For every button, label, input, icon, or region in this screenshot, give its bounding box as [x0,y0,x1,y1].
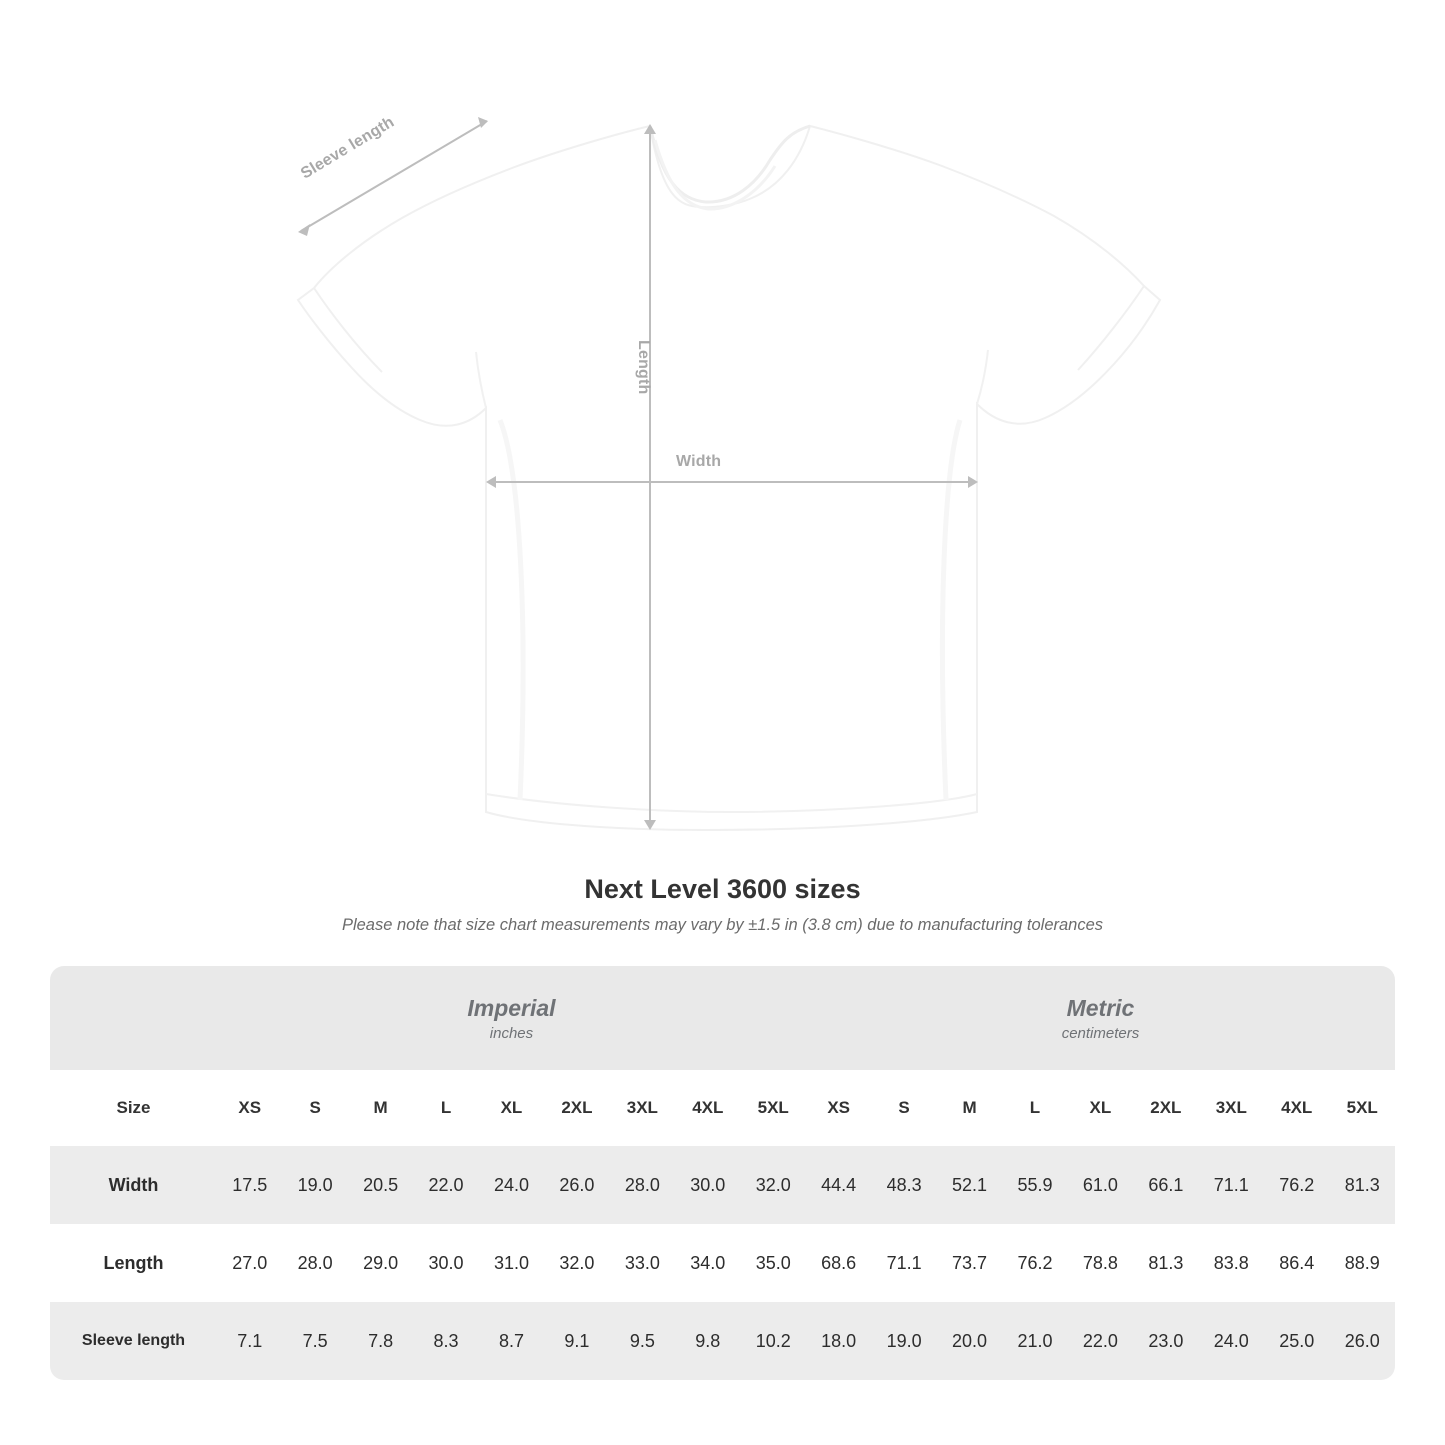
size-header-cell: Size [50,1070,217,1146]
cell-sleeve-imperial-3xl: 9.5 [610,1302,675,1380]
cell-length-metric-m: 73.7 [937,1224,1002,1302]
cell-sleeve-imperial-m: 7.8 [348,1302,413,1380]
cell-sleeve-imperial-xl: 8.7 [479,1302,544,1380]
cell-sleeve-metric-5xl: 26.0 [1329,1302,1395,1380]
cell-width-metric-l: 55.9 [1002,1146,1067,1224]
cell-width-metric-5xl: 81.3 [1329,1146,1395,1224]
header-metric-xl: XL [1068,1070,1133,1146]
cell-sleeve-imperial-xs: 7.1 [217,1302,282,1380]
cell-length-metric-2xl: 81.3 [1133,1224,1198,1302]
cell-width-imperial-m: 20.5 [348,1146,413,1224]
cell-sleeve-metric-s: 19.0 [871,1302,936,1380]
header-metric-l: L [1002,1070,1067,1146]
group-imperial-title: Imperial [467,994,556,1021]
table-row [50,1146,1395,1224]
header-metric-2xl: 2XL [1133,1070,1198,1146]
row-label-length: Length [50,1224,217,1302]
cell-sleeve-metric-3xl: 24.0 [1199,1302,1264,1380]
cell-sleeve-metric-l: 21.0 [1002,1302,1067,1380]
group-metric-unit: centimeters [1061,1025,1140,1043]
cell-length-imperial-xl: 31.0 [479,1224,544,1302]
cell-width-metric-xl: 61.0 [1068,1146,1133,1224]
group-imperial-unit: inches [489,1025,534,1043]
cell-width-metric-s: 48.3 [871,1146,936,1224]
header-metric-5xl: 5XL [1329,1070,1395,1146]
unit-system-row [50,966,1395,1070]
cell-length-metric-4xl: 86.4 [1264,1224,1329,1302]
cell-width-metric-4xl: 76.2 [1264,1146,1329,1224]
group-imperial [217,966,806,1070]
cell-sleeve-metric-xs: 18.0 [806,1302,871,1380]
tolerance-note: Please note that size chart measurements may vary by ±1.5 in (3.8 cm) due to manufacturing tolerances [341,916,1104,934]
row-label-sleeve-length: Sleeve length [50,1302,217,1380]
size-table [50,966,1395,1380]
header-metric-3xl: 3XL [1199,1070,1264,1146]
cell-sleeve-imperial-s: 7.5 [282,1302,347,1380]
cell-length-metric-5xl: 88.9 [1329,1224,1395,1302]
group-row-spacer [50,966,217,1070]
cell-length-imperial-l: 30.0 [413,1224,478,1302]
header-imperial-xl: XL [479,1070,544,1146]
cell-length-metric-s: 71.1 [871,1224,936,1302]
group-metric-title: Metric [1066,994,1135,1021]
cell-width-metric-xs: 44.4 [806,1146,871,1224]
size-header-row [50,1070,1395,1146]
cell-width-imperial-5xl: 32.0 [741,1146,806,1224]
size-table-wrapper [50,966,1395,1380]
page-title: Next Level 3600 sizes [584,874,861,904]
sleeve-length-label: Sleeve length [298,113,398,183]
header-imperial-3xl: 3XL [610,1070,675,1146]
cell-length-imperial-5xl: 35.0 [741,1224,806,1302]
row-label-width: Width [50,1146,217,1224]
cell-width-imperial-l: 22.0 [413,1146,478,1224]
cell-length-imperial-s: 28.0 [282,1224,347,1302]
cell-sleeve-metric-m: 20.0 [937,1302,1002,1380]
header-metric-xs: XS [806,1070,871,1146]
header-imperial-4xl: 4XL [675,1070,740,1146]
cell-sleeve-metric-4xl: 25.0 [1264,1302,1329,1380]
header-metric-4xl: 4XL [1264,1070,1329,1146]
cell-width-imperial-3xl: 28.0 [610,1146,675,1224]
cell-sleeve-metric-xl: 22.0 [1068,1302,1133,1380]
header-metric-m: M [937,1070,1002,1146]
cell-width-metric-3xl: 71.1 [1199,1146,1264,1224]
cell-sleeve-metric-2xl: 23.0 [1133,1302,1198,1380]
header-imperial-xs: XS [217,1070,282,1146]
cell-width-imperial-s: 19.0 [282,1146,347,1224]
cell-length-metric-xs: 68.6 [806,1224,871,1302]
cell-length-metric-xl: 78.8 [1068,1224,1133,1302]
cell-sleeve-imperial-5xl: 10.2 [741,1302,806,1380]
group-metric [806,966,1395,1070]
cell-width-metric-2xl: 66.1 [1133,1146,1198,1224]
cell-width-metric-m: 52.1 [937,1146,1002,1224]
width-label: Width [676,453,722,470]
header-imperial-2xl: 2XL [544,1070,609,1146]
cell-length-imperial-xs: 27.0 [217,1224,282,1302]
table-row [50,1302,1395,1380]
cell-length-imperial-2xl: 32.0 [544,1224,609,1302]
cell-length-metric-l: 76.2 [1002,1224,1067,1302]
length-label: Length [635,340,652,395]
cell-width-imperial-2xl: 26.0 [544,1146,609,1224]
header-imperial-l: L [413,1070,478,1146]
cell-sleeve-imperial-4xl: 9.8 [675,1302,740,1380]
header-imperial-m: M [348,1070,413,1146]
cell-width-imperial-4xl: 30.0 [675,1146,740,1224]
header-imperial-s: S [282,1070,347,1146]
cell-sleeve-imperial-l: 8.3 [413,1302,478,1380]
header-imperial-5xl: 5XL [741,1070,806,1146]
cell-length-imperial-3xl: 33.0 [610,1224,675,1302]
cell-width-imperial-xl: 24.0 [479,1146,544,1224]
cell-length-imperial-4xl: 34.0 [675,1224,740,1302]
cell-sleeve-imperial-2xl: 9.1 [544,1302,609,1380]
cell-length-imperial-m: 29.0 [348,1224,413,1302]
header-metric-s: S [871,1070,936,1146]
table-row [50,1224,1395,1302]
cell-width-imperial-xs: 17.5 [217,1146,282,1224]
cell-length-metric-3xl: 83.8 [1199,1224,1264,1302]
